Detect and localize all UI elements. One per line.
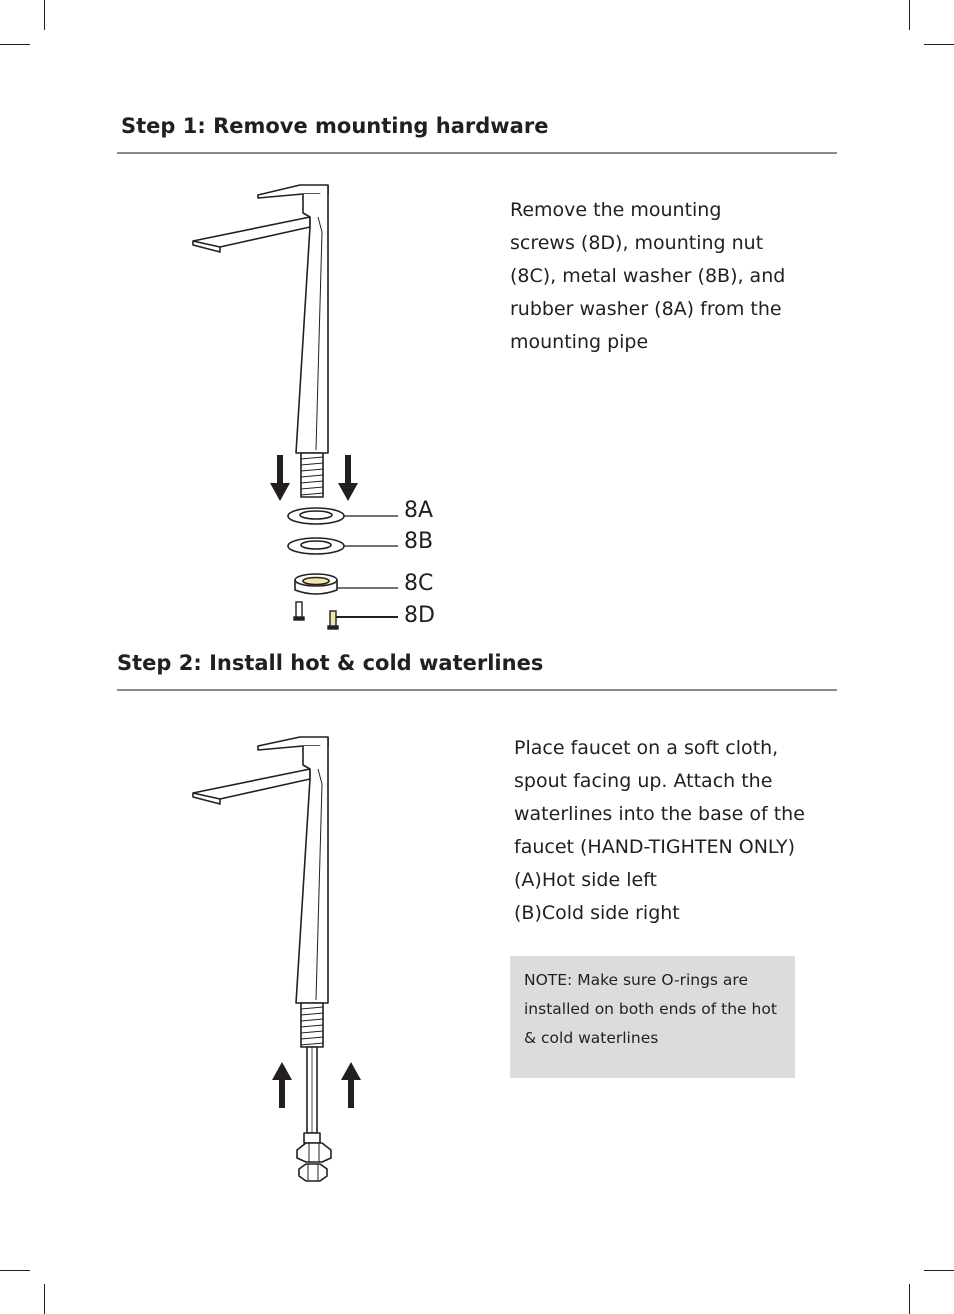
step1-text-line: screws (8D), mounting nut [510,232,764,254]
crop-mark [44,1284,45,1314]
mounting-screw-8d [294,602,304,620]
label-8a: 8A [404,498,434,523]
step2-text-line: (B)Cold side right [514,902,680,924]
note-text [524,966,781,1053]
waterline-nut [297,1143,331,1162]
down-arrow-icon [270,455,290,501]
label-8d: 8D [404,603,435,628]
faucet-spout [193,769,310,799]
step2-instructions [514,732,805,930]
crop-mark [924,1270,954,1271]
down-arrow-icon [338,455,358,501]
note-line: installed on both ends of the hot [524,1000,777,1018]
crop-mark [0,1270,30,1271]
faucet-spout [193,217,310,247]
crop-mark [909,0,910,30]
step2-text-line: spout facing up. Attach the [514,770,773,792]
step2-text-line: waterlines into the base of the [514,803,805,825]
metal-washer-8b [288,538,344,554]
mounting-screw-8d [328,611,338,629]
up-arrow-icon [341,1062,361,1108]
up-arrow-icon [272,1062,292,1108]
step1-title: Step 1: Remove mounting hardware [121,114,549,138]
step1-divider [117,152,837,154]
step1-text-line: rubber washer (8A) from the [510,298,782,320]
step1-faucet-diagram [180,175,420,635]
step2-title: Step 2: Install hot & cold waterlines [117,651,544,675]
step1-text-line: Remove the mounting [510,199,722,221]
step1-text-line: mounting pipe [510,331,649,353]
label-8c: 8C [404,571,434,596]
waterline-fitting [304,1133,320,1143]
crop-mark [0,44,30,45]
step2-faucet-diagram [180,728,380,1188]
step2-text-line: Place faucet on a soft cloth, [514,737,779,759]
note-line: & cold waterlines [524,1029,659,1047]
crop-mark [909,1284,910,1314]
note-line: NOTE: Make sure O-rings are [524,971,748,989]
note-box [510,956,795,1078]
step2-text-line: (A)Hot side left [514,869,657,891]
mounting-nut-8c [295,574,337,594]
waterline-nut [299,1164,327,1181]
step1-instructions [510,194,785,359]
rubber-washer-8a [288,508,344,524]
crop-mark [924,44,954,45]
crop-mark [44,0,45,30]
label-8b: 8B [404,529,434,554]
step2-divider [117,689,837,691]
step1-text-line: (8C), metal washer (8B), and [510,265,786,287]
step2-text-line: faucet (HAND-TIGHTEN ONLY) [514,836,795,858]
